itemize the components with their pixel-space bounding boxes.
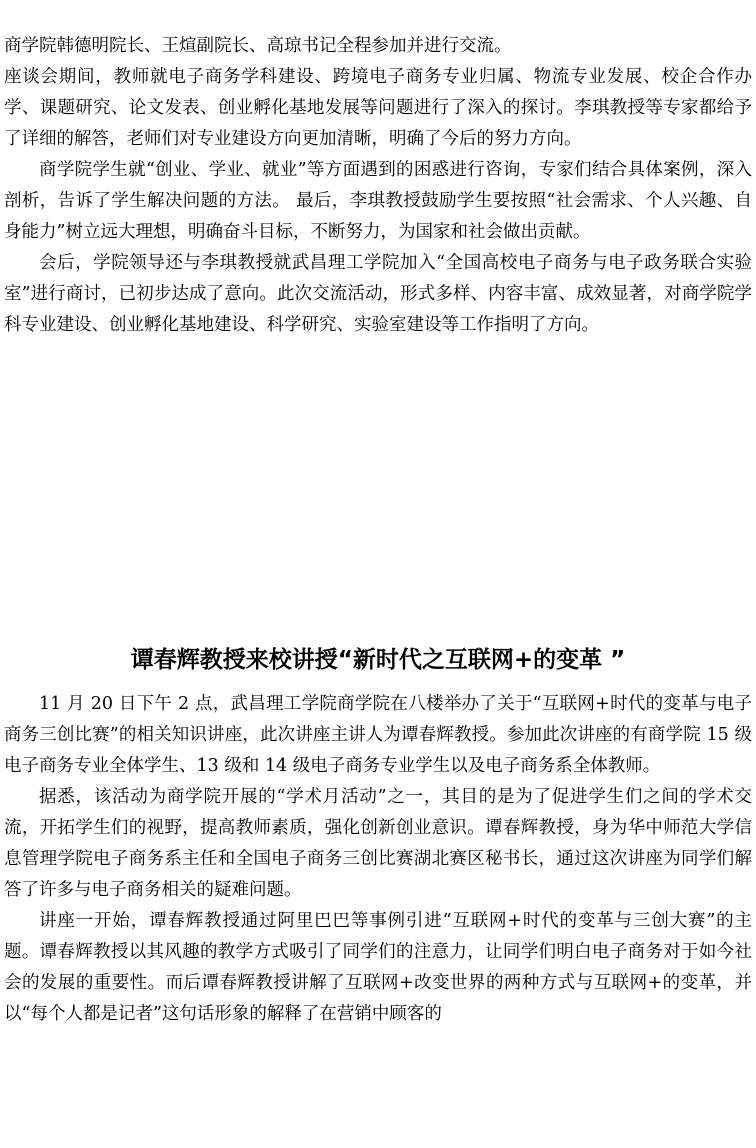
body-paragraph: 商学院韩德明院长、王煊副院长、高琼书记全程参加并进行交流。 xyxy=(4,36,512,56)
body-paragraph: 座谈会期间，教师就电子商务学科建设、跨境电子商务专业归属、物流专业发展、校企合作办学、课题研究、论文发表、创业孵化基地发展等问题进行了深入的探讨。李琪教授等专家都给予了详细的解答，老师们对专业建设方向更加清晰，明确了今后的努力方向。 xyxy=(4,67,752,149)
body-paragraph: 据悉，该活动为商学院开展的“学术月活动”之一，其目的是为了促进学生们之间的学术交流，开拓学生们的视野，提高教师素质，强化创新创业意识。谭春辉教授，身为华中师范大学信息管理学院电子商务系主任和全国电子商务三创比赛湖北赛区秘书长，通过这次讲座为同学们解答了许多与电子商务相关的疑难问题。 xyxy=(4,787,752,900)
body-paragraph: 讲座一开始，谭春辉教授通过阿里巴巴等事例引进“互联网+时代的变革与三创大赛”的主题。谭春辉教授以其风趣的教学方式吸引了同学们的注意力，让同学们明白电子商务对于如今社会的发展的重要性。而后谭春辉教授讲解了互联网+改变世界的两种方式与互联网+的变革，并以“每个人都是记者”这句话形象的解释了在营销中顾客的 xyxy=(4,911,752,1024)
article-body xyxy=(4,689,752,1030)
article-title: 谭春辉教授来校讲授“新时代之互联网+的变革 ” xyxy=(130,647,626,673)
previous-article-body xyxy=(4,31,752,341)
body-paragraph: 会后，学院领导还与李琪教授就武昌理工学院加入“全国高校电子商务与电子政务联合实验室”进行商讨，已初步达成了意向。此次交流活动，形式多样、内容丰富、成效显著，对商学院学科专业建设、创业孵化基地建设、科学研究、实验室建设等工作指明了方向。 xyxy=(4,253,752,335)
body-paragraph: 11 月 20 日下午 2 点，武昌理工学院商学院在八楼举办了关于“互联网+时代的变革与电子商务三创比赛”的相关知识讲座，此次讲座主讲人为谭春辉教授。参加此次讲座的有商学院 15 级电子商务专业全体学生、13 级和 14 级电子商务专业学生以及电子商务系全体教师。 xyxy=(4,694,752,776)
body-paragraph: 商学院学生就“创业、学业、就业”等方面遇到的困惑进行咨询，专家们结合具体案例，深入剖析，告诉了学生解决问题的方法。 最后，李琪教授鼓励学生要按照“社会需求、个人兴趣、自身能力”树立远大理想，明确奋斗目标，不断努力，为国家和社会做出贡献。 xyxy=(4,160,752,242)
